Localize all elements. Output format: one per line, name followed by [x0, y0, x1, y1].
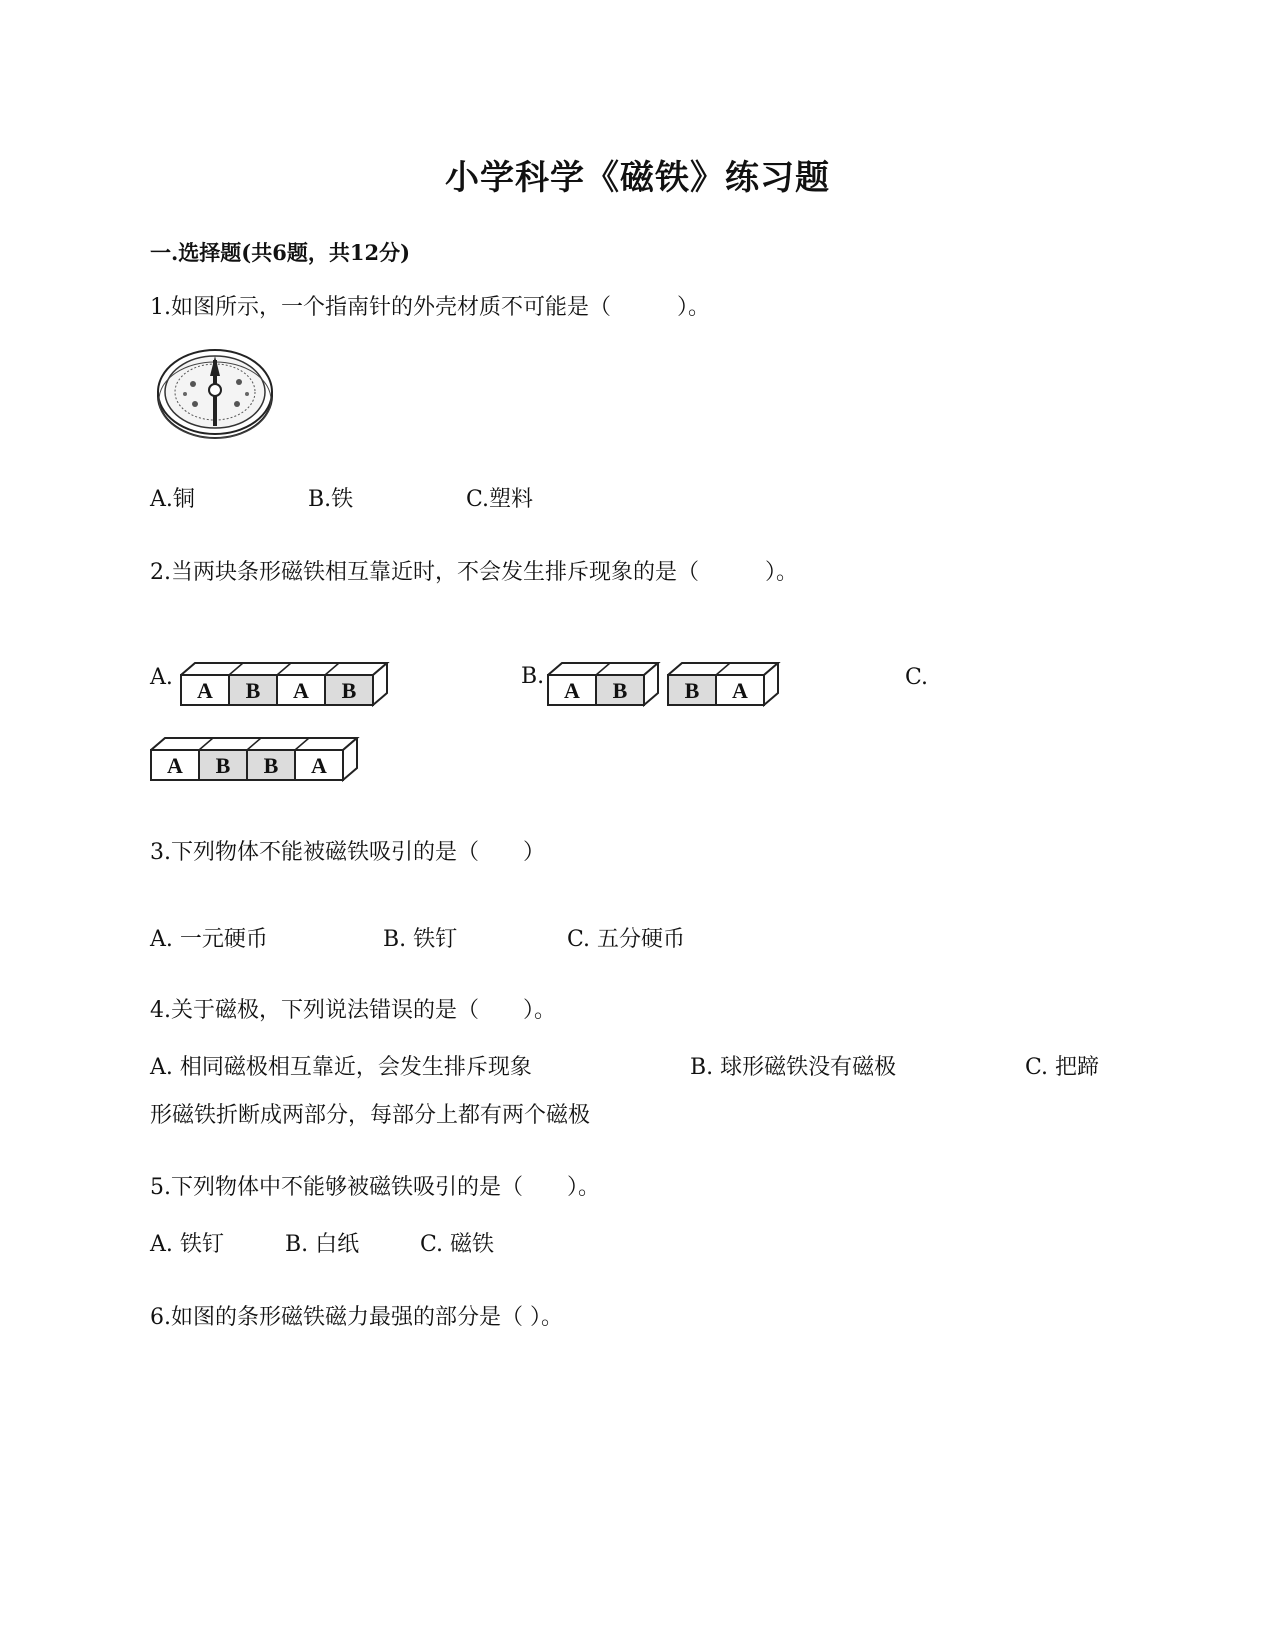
- magnet-pole-label: A: [732, 678, 748, 703]
- magnet-pole-label: A: [564, 678, 580, 703]
- q5-option-c: C. 磁铁: [420, 1232, 495, 1257]
- q5-option-b: B. 白纸: [285, 1232, 360, 1257]
- magnet-pair-a: [180, 662, 410, 714]
- q3-option-b: B. 铁钉: [383, 927, 458, 952]
- section-heading: 一.选择题(共6题，共12分): [150, 240, 411, 265]
- compass-image: [155, 342, 277, 442]
- magnet-pole-label: B: [341, 678, 357, 703]
- question-2-stem: 2.当两块条形磁铁相互靠近时，不会发生排斥现象的是（ ）。: [150, 560, 798, 585]
- q2-option-a: A.: [150, 665, 173, 690]
- q1-option-b: B.铁: [308, 487, 354, 512]
- question-6-stem: 6.如图的条形磁铁磁力最强的部分是（ ）。: [150, 1305, 563, 1330]
- magnet-pole-label: A: [167, 753, 183, 778]
- q1-option-c: C.塑料: [466, 487, 534, 512]
- q4-option-a: A. 相同磁极相互靠近，会发生排斥现象: [150, 1055, 532, 1080]
- magnet-pole-label: A: [293, 678, 309, 703]
- page-title: 小学科学《磁铁》练习题: [445, 158, 830, 198]
- magnet-b-left: [547, 662, 667, 714]
- q2-option-c: C.: [905, 665, 929, 690]
- q4-option-b: B. 球形磁铁没有磁极: [690, 1055, 897, 1080]
- question-4-stem: 4.关于磁极，下列说法错误的是（ ）。: [150, 998, 556, 1023]
- q1-option-a: A.铜: [150, 487, 195, 512]
- magnet-pair-c: [150, 737, 380, 789]
- magnet-pole-label: B: [684, 678, 700, 703]
- q4-option-c-continuation: 形磁铁折断成两部分，每部分上都有两个磁极: [150, 1103, 591, 1128]
- q4-option-c: C. 把蹄: [1025, 1055, 1100, 1080]
- magnet-pole-label: B: [612, 678, 628, 703]
- q2-option-b: B.: [521, 664, 545, 689]
- magnet-pole-label: A: [197, 678, 213, 703]
- magnet-pole-label: A: [311, 753, 327, 778]
- question-1-stem: 1.如图所示，一个指南针的外壳材质不可能是（ ）。: [150, 295, 710, 320]
- magnet-pole-label: B: [245, 678, 261, 703]
- q3-option-c: C. 五分硬币: [567, 927, 686, 952]
- question-5-stem: 5.下列物体中不能够被磁铁吸引的是（ ）。: [150, 1175, 600, 1200]
- magnet-pole-label: B: [263, 753, 279, 778]
- magnet-b-right: [667, 662, 787, 714]
- magnet-pole-label: B: [215, 753, 231, 778]
- q5-option-a: A. 铁钉: [150, 1232, 224, 1257]
- question-3-stem: 3.下列物体不能被磁铁吸引的是（ ）: [150, 840, 545, 865]
- q3-option-a: A. 一元硬币: [150, 927, 268, 952]
